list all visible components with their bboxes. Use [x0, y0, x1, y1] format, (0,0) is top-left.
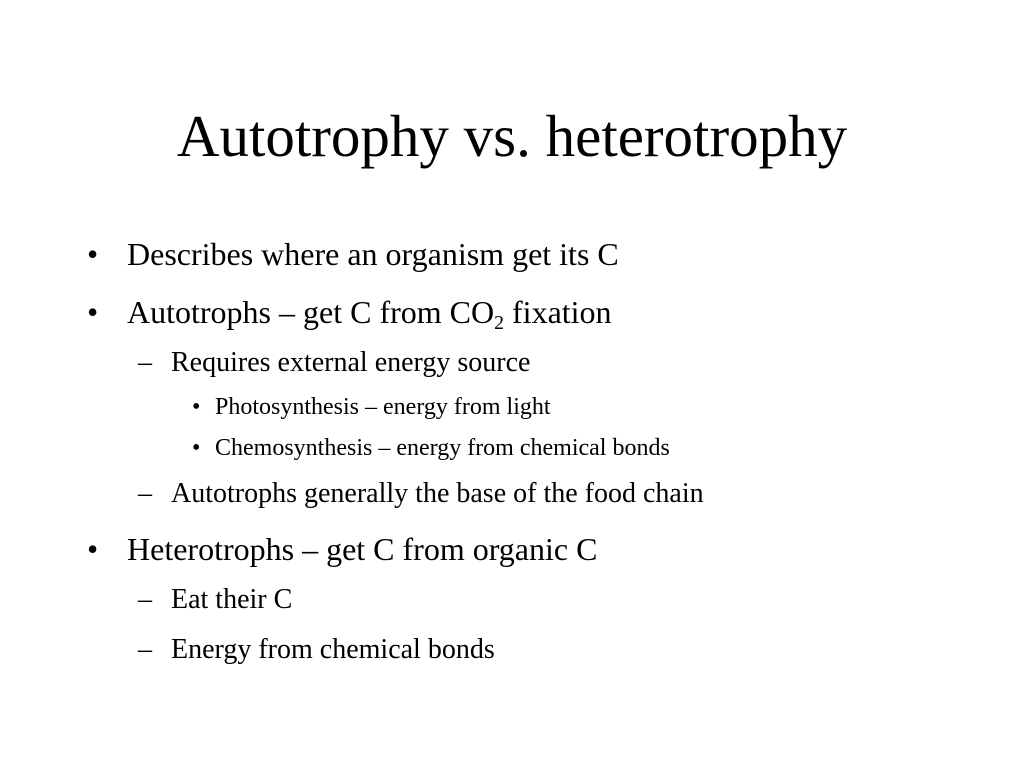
- dash-marker: –: [138, 347, 152, 378]
- bullet-marker: •: [87, 236, 99, 272]
- sub-bullet-text: Eat their C: [171, 584, 293, 615]
- slide-title: Autotrophy vs. heterotrophy: [176, 103, 848, 169]
- bullet-marker: •: [192, 435, 201, 461]
- bullet-text-part: fixation: [504, 294, 612, 330]
- sub-sub-bullet-text: Photosynthesis – energy from light: [215, 394, 551, 420]
- dash-marker: –: [138, 478, 152, 509]
- sub-sub-bullet-text: Chemosynthesis – energy from chemical bonds: [215, 435, 670, 461]
- bullet-text: Describes where an organism get its C: [127, 236, 619, 272]
- bullet-text: Heterotrophs – get C from organic C: [127, 531, 598, 567]
- sub-bullet-text: Requires external energy source: [171, 347, 531, 378]
- bullet-marker: •: [87, 294, 99, 330]
- bullet-text-part: Autotrophs – get C from CO: [127, 294, 495, 330]
- dash-marker: –: [138, 584, 152, 615]
- bullet-marker: •: [192, 394, 201, 420]
- sub-bullet-text: Autotrophs generally the base of the food chain: [171, 478, 704, 509]
- bullet-text: [127, 292, 612, 332]
- bullet-marker: •: [87, 531, 99, 567]
- sub-bullet-text: Energy from chemical bonds: [171, 634, 495, 665]
- subscript: 2: [494, 311, 505, 334]
- dash-marker: –: [138, 634, 152, 665]
